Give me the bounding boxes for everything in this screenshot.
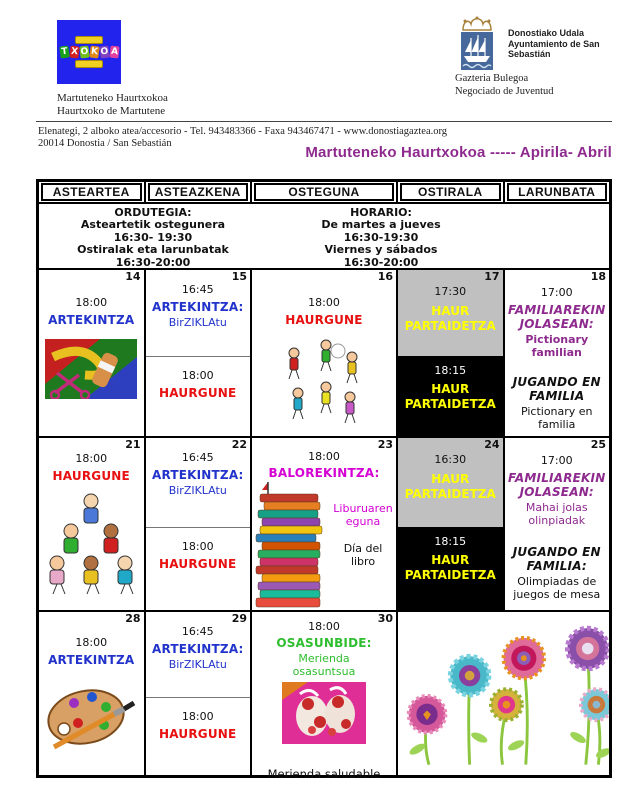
logo-letter: K	[89, 46, 99, 58]
children-pyramid-clipart	[41, 489, 141, 597]
event-title: HAUR PARTAIDETZA	[404, 553, 496, 583]
date-number: 28	[125, 612, 141, 625]
logo-banner-bottom	[75, 60, 103, 68]
event-subtitle-basque: Liburuaren eguna	[333, 502, 393, 528]
day-cell-23	[252, 438, 396, 610]
day-cell-16	[252, 270, 396, 436]
event-title: HAURGUNE	[52, 469, 130, 483]
day-header-wednesday: ASTEAZKENA	[146, 182, 251, 202]
event-time: 17:00	[540, 454, 573, 467]
event-subtitle-spanish: Olimpiadas de juegos de mesa	[513, 575, 601, 601]
org-name-eu: Martuteneko Haurtxokoa	[57, 92, 168, 104]
event-time: 18:00	[308, 296, 340, 309]
event-subtitle: BirZIKLAtu	[168, 484, 227, 497]
day-cell-17	[398, 270, 503, 436]
city-name-es: Ayuntamiento de San Sebastián	[508, 38, 600, 59]
logo-letter: A	[110, 46, 118, 58]
event-title: ARTEKINTZA:	[151, 642, 244, 656]
address-line1: Elenategi, 2 alboko atea/accesorio - Tel. 943483366 - Faxa 943467471 - www.donostiagaztea.org	[38, 126, 448, 137]
event-subtitle-spanish: Día del libro	[343, 542, 383, 568]
event-time: 16:45	[181, 283, 214, 296]
event-caption: Merienda saludable	[267, 767, 381, 781]
date-number: 14	[125, 270, 141, 283]
event-subtitle-spanish: Pictionary en familia	[520, 405, 593, 431]
date-number: 21	[125, 438, 141, 451]
healthy-snack-photo	[282, 682, 366, 744]
gray-session-block	[398, 438, 503, 527]
event-time: 18:00	[181, 709, 214, 723]
flowers-clipart	[398, 619, 609, 769]
city-name-eu: Donostiako Udala	[508, 28, 585, 38]
day-cell-15	[146, 270, 251, 436]
event-time: 16:45	[181, 451, 214, 464]
event-time: 18:00	[75, 452, 108, 465]
event-title: HAUR PARTAIDETZA	[404, 304, 496, 333]
date-number: 22	[231, 438, 247, 451]
date-number: 17	[484, 270, 500, 283]
header-divider	[36, 121, 612, 122]
event-time: 18:00	[308, 450, 340, 463]
event-title-basque: FAMILIAREKIN JOLASEAN:	[508, 471, 606, 499]
event-title-basque: FAMILIAREKIN JOLASEAN:	[508, 303, 606, 331]
day-cell-14	[39, 270, 144, 436]
page-title: Martuteneko Haurtxokoa ----- Apirila- Abril	[305, 144, 612, 161]
event-title-spanish: JUGANDO EN FAMILIA	[512, 375, 601, 403]
dept-eu: Gazteria Bulegoa	[455, 73, 529, 84]
date-number: 18	[590, 270, 606, 283]
day-cell-30	[252, 612, 396, 781]
day-cell-24	[398, 438, 503, 610]
dept-es: Negociado de Juventud	[455, 86, 554, 97]
logo-letter: T	[60, 46, 68, 58]
event-title: HAUR PARTAIDETZA	[404, 472, 496, 501]
calendar-table	[36, 179, 612, 781]
day-cell-22	[146, 438, 251, 610]
event-subtitle: Merienda osasuntsua	[292, 652, 356, 678]
event-title: HAURGUNE	[159, 557, 237, 572]
event-time: 16:30	[434, 453, 467, 466]
event-title: ARTEKINTZA:	[151, 300, 244, 314]
date-number: 30	[377, 612, 393, 625]
children-playing-clipart	[280, 335, 368, 427]
logo-letter: X	[70, 46, 78, 58]
schedule-spanish: HORARIO: De martes a jueves 16:30-19:30 Viernes y sábados 16:30-20:00	[321, 206, 441, 269]
event-title: ARTEKINTZA:	[151, 468, 244, 482]
event-title: HAURGUNE	[285, 313, 363, 327]
event-time: 16:45	[181, 625, 214, 638]
black-session-block	[398, 356, 503, 436]
event-time: 18:00	[75, 636, 108, 649]
day-cell-28	[39, 612, 144, 775]
craft-supplies-photo	[45, 339, 137, 399]
event-time: 18:15	[434, 535, 467, 549]
event-title: HAUR PARTAIDETZA	[404, 382, 496, 412]
event-time: 18:15	[434, 364, 467, 378]
event-title: HAURGUNE	[159, 386, 237, 401]
schedule-row	[39, 204, 609, 268]
txokoa-logo	[57, 20, 121, 84]
event-time: 18:00	[181, 369, 214, 383]
department-name	[455, 72, 554, 98]
date-number: 29	[231, 612, 247, 625]
event-time: 18:00	[308, 620, 340, 633]
address-line2: 20014 Donostia / San Sebastián	[38, 138, 172, 149]
event-time: 18:00	[75, 296, 108, 309]
day-header-thursday: OSTEGUNA	[252, 182, 396, 202]
day-cell-21	[39, 438, 144, 610]
day-header-tuesday: ASTEARTEA	[39, 182, 144, 202]
event-subtitle-basque: Mahai jolas olinpiadak	[525, 501, 588, 527]
date-number: 15	[231, 270, 247, 283]
event-subtitle: BirZIKLAtu	[168, 316, 227, 329]
city-coat-of-arms-icon	[455, 14, 501, 76]
org-name-es: Haurtxoko de Martutene	[57, 104, 166, 117]
schedule-basque: ORDUTEGIA: Asteartetik ostegunera 16:30- 19:30 Ostiralak eta larunbatak 16:30-20:00	[77, 206, 229, 269]
paint-palette-clipart	[44, 681, 138, 753]
day-cell-18	[505, 270, 610, 436]
date-number: 16	[377, 270, 393, 283]
logo-letter: O	[79, 46, 89, 58]
book-stack-clipart	[252, 480, 328, 612]
event-title: OSASUNBIDE:	[276, 636, 372, 650]
date-number: 23	[377, 438, 393, 451]
date-number: 25	[590, 438, 606, 451]
black-session-block	[398, 527, 503, 610]
date-number: 24	[484, 438, 500, 451]
decorative-flowers-cell	[398, 612, 609, 775]
day-header-saturday: LARUNBATA	[505, 182, 610, 202]
city-name	[508, 28, 640, 60]
logo-letters	[60, 46, 119, 58]
event-subtitle-basque: Pictionary familian	[525, 333, 589, 359]
logo-letter: O	[99, 46, 109, 58]
event-subtitle: BirZIKLAtu	[168, 658, 227, 671]
event-time: 18:00	[181, 540, 214, 554]
event-time: 17:00	[540, 286, 573, 299]
event-title-spanish: JUGANDO EN FAMILIA:	[512, 545, 601, 573]
day-cell-29	[146, 612, 251, 775]
event-title: HAURGUNE	[159, 726, 237, 741]
day-cell-25	[505, 438, 610, 610]
event-title: ARTEKINTZA	[48, 653, 135, 667]
event-title: BALOREKINTZA:	[268, 466, 380, 480]
logo-banner-top	[75, 36, 103, 44]
day-header-friday: OSTIRALA	[398, 182, 503, 202]
event-title: ARTEKINTZA	[48, 313, 135, 327]
event-time: 17:30	[434, 285, 467, 298]
organization-name	[57, 92, 168, 117]
